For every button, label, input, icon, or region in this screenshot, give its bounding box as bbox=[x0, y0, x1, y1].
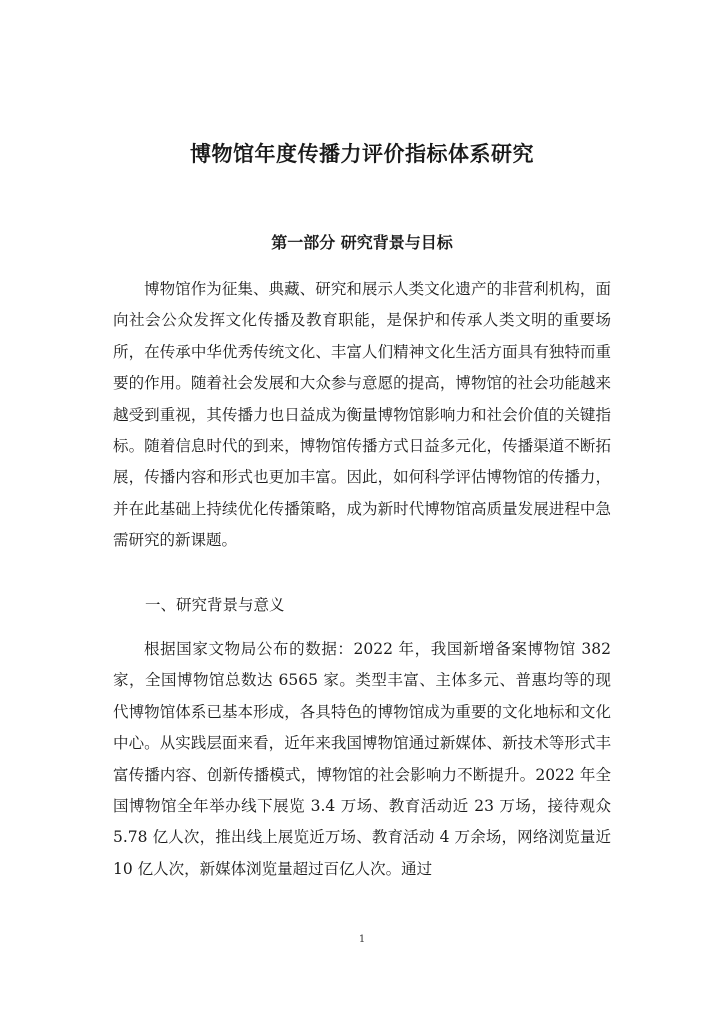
section-heading: 第一部分 研究背景与目标 bbox=[271, 233, 453, 252]
paragraph-statistics: 根据国家文物局公布的数据：2022 年，我国新增备案博物馆 382 家，全国博物馆总数达 6565 家。类型丰富、主体多元、普惠均等的现代博物馆体系已基本形成，各具特色的博物馆成为重要的文化地标和文化中心。从实践层面来看，近年来我国博物馆通过新媒体、新技术等形式丰富传播内容、创新传播模式，博物馆的社会影响力不断提升。2022 年全国博物馆全年举办线下展览 3.4 万场、教育活动近 23 万场，接待观众 5.78 亿人次，推出线上展览近万场、教育活动 4 万余场，网络浏览量近 10 亿人次，新媒体浏览量超过百亿人次。通过 bbox=[113, 640, 611, 878]
document-title: 博物馆年度传播力评价指标体系研究 bbox=[190, 142, 534, 166]
subheading-background: 一、研究背景与意义 bbox=[145, 596, 285, 614]
page-number: 1 bbox=[358, 934, 366, 945]
paragraph-intro: 博物馆作为征集、典藏、研究和展示人类文化遗产的非营利机构，面向社会公众发挥文化传播及教育职能，是保护和传承人类文明的重要场所，在传承中华优秀传统文化、丰富人们精神文化生活方面具有独特而重要的作用。随着社会发展和大众参与意愿的提高，博物馆的社会功能越来越受到重视，其传播力也日益成为衡量博物馆影响力和社会价值的关键指标。随着信息时代的到来，博物馆传播方式日益多元化，传播渠道不断拓展，传播内容和形式也更加丰富。因此，如何科学评估博物馆的传播力，并在此基础上持续优化传播策略，成为新时代博物馆高质量发展进程中急需研究的新课题。 bbox=[113, 280, 611, 550]
